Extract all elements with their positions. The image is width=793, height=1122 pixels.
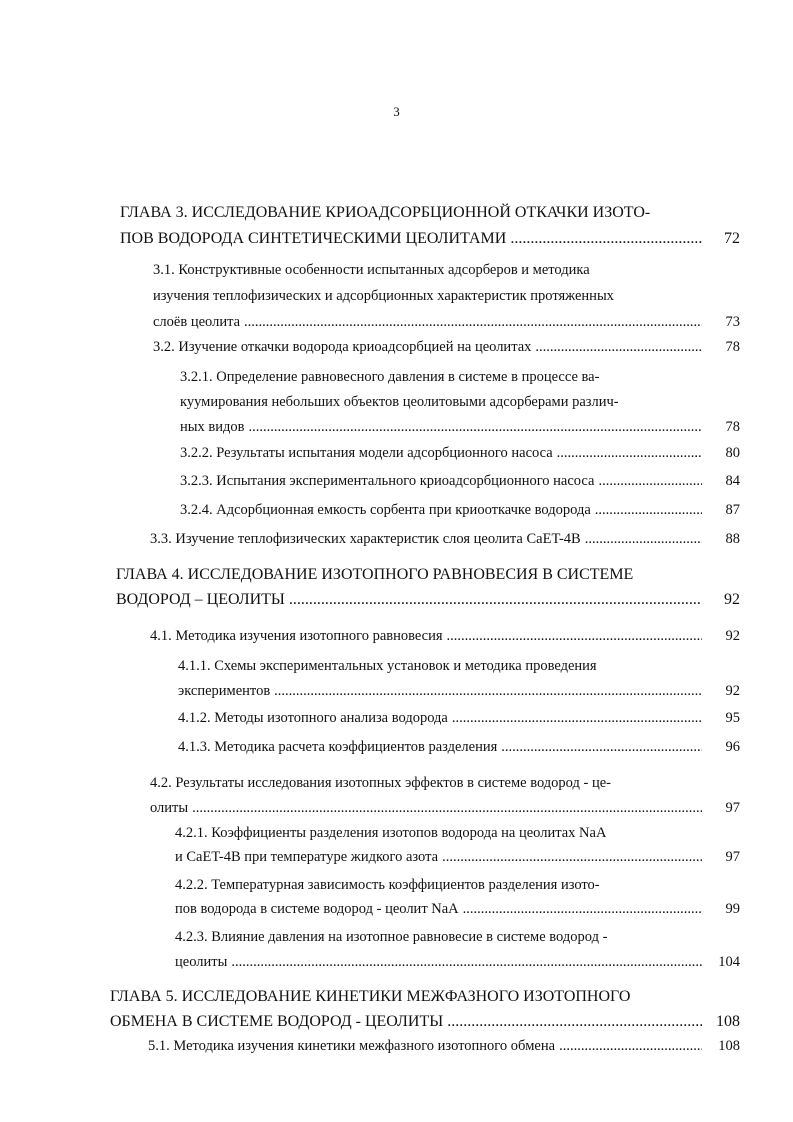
toc-3-2-1-line-2: куумирования небольших объектов цеолитовыми адсорберами различ- — [180, 394, 619, 410]
toc-3-2-title: 3.2. Изучение откачки водорода криоадсорбцией на цеолитах — [153, 339, 532, 355]
toc-3-2-2-title: 3.2.2. Результаты испытания модели адсорбционного насоса — [180, 445, 553, 461]
toc-entry-3-2[interactable] — [153, 336, 740, 358]
leader-dots — [231, 951, 702, 973]
toc-entry-4-1-2[interactable] — [178, 707, 740, 729]
page-ref: 92 — [725, 683, 740, 699]
page-ref: 97 — [725, 849, 740, 865]
page-ref: 72 — [724, 230, 740, 247]
page-ref: 92 — [724, 591, 740, 608]
leader-dots — [598, 470, 702, 492]
page-ref: 104 — [718, 954, 740, 970]
toc-3-2-1-line-3: ных видов — [180, 419, 245, 435]
toc-entry-4-2-2[interactable] — [175, 898, 740, 920]
toc-4-1-title: 4.1. Методика изучения изотопного равновесия — [150, 628, 443, 644]
leader-dots — [585, 528, 702, 550]
leader-dots — [274, 680, 702, 702]
chapter-4-title-line-1: ГЛАВА 4. ИССЛЕДОВАНИЕ ИЗОТОПНОГО РАВНОВЕСИЯ В СИСТЕМЕ — [116, 566, 634, 583]
leader-dots — [452, 707, 702, 729]
page-ref: 108 — [718, 1038, 740, 1054]
leader-dots — [447, 625, 702, 647]
page-ref: 73 — [725, 314, 740, 330]
toc-entry-4-2[interactable] — [150, 797, 740, 819]
toc-entry-3-3[interactable] — [150, 528, 740, 550]
toc-3-2-1-line-1: 3.2.1. Определение равновесного давления в системе в процессе ва- — [180, 369, 600, 385]
toc-entry-5-1[interactable] — [148, 1035, 740, 1057]
toc-4-2-1-line-2: и CaET-4B при температуре жидкого азота — [175, 849, 439, 865]
leader-dots — [447, 1011, 702, 1033]
toc-4-2-2-line-2: пов водорода в системе водород - цеолит NaA — [175, 901, 459, 917]
toc-4-1-3-title: 4.1.3. Методика расчета коэффициентов разделения — [178, 739, 498, 755]
toc-entry-4-2-1[interactable] — [175, 846, 740, 868]
leader-dots — [248, 416, 702, 438]
toc-4-2-3-line-2: цеолиты — [175, 954, 228, 970]
toc-3-1-line-3: слоёв цеолита — [153, 314, 241, 330]
toc-entry-3-2-4[interactable] — [180, 499, 740, 521]
leader-dots — [442, 846, 702, 868]
toc-3-1-line-2: изучения теплофизических и адсорбционных характеристик протяженных — [153, 288, 614, 304]
page-ref: 78 — [725, 419, 740, 435]
toc-4-2-3-line-1: 4.2.3. Влияние давления на изотопное равновесие в системе водород - — [175, 929, 608, 945]
toc-5-1-title: 5.1. Методика изучения кинетики межфазного изотопного обмена — [148, 1038, 556, 1054]
page-ref: 78 — [725, 339, 740, 355]
toc-4-2-2-line-1: 4.2.2. Температурная зависимость коэффициентов разделения изото- — [175, 877, 600, 893]
page-ref: 88 — [725, 531, 740, 547]
toc-3-3-title: 3.3. Изучение теплофизических характеристик слоя цеолита CaET-4B — [150, 531, 581, 547]
leader-dots — [559, 1035, 702, 1057]
toc-4-1-1-line-1: 4.1.1. Схемы экспериментальных установок и методика проведения — [178, 658, 597, 674]
leader-dots — [535, 336, 702, 358]
toc-3-2-4-title: 3.2.4. Адсорбционная емкость сорбента при криооткачке водорода — [180, 502, 591, 518]
page-ref: 92 — [725, 628, 740, 644]
toc-3-1-line-1: 3.1. Конструктивные особенности испытанных адсорберов и методика — [153, 262, 590, 278]
toc-4-2-1-line-1: 4.2.1. Коэффициенты разделения изотопов водорода на цеолитах NaA — [175, 825, 607, 841]
chapter-3-title-line-2: ПОВ ВОДОРОДА СИНТЕТИЧЕСКИМИ ЦЕОЛИТАМИ — [120, 230, 507, 247]
leader-dots — [244, 311, 702, 333]
page-ref: 108 — [716, 1013, 740, 1030]
page-ref: 99 — [725, 901, 740, 917]
toc-4-2-line-2: олиты — [150, 800, 189, 816]
leader-dots — [289, 589, 702, 611]
toc-entry-4-2-3[interactable] — [175, 951, 740, 973]
page-ref: 95 — [725, 710, 740, 726]
chapter-4-title-line-2: ВОДОРОД – ЦЕОЛИТЫ — [116, 591, 285, 608]
chapter-3-title-line-1: ГЛАВА 3. ИССЛЕДОВАНИЕ КРИОАДСОРБЦИОННОЙ ОТКАЧКИ ИЗОТО- — [120, 204, 651, 221]
toc-entry-3-1[interactable] — [153, 311, 740, 333]
chapter-5-title-line-2: ОБМЕНА В СИСТЕМЕ ВОДОРОД - ЦЕОЛИТЫ — [110, 1013, 444, 1030]
toc-4-1-1-line-2: экспериментов — [178, 683, 271, 699]
toc-entry-3-2-1[interactable] — [180, 416, 740, 438]
chapter-5-entry[interactable] — [110, 1011, 740, 1033]
chapter-4-entry[interactable] — [116, 589, 740, 611]
leader-dots — [501, 736, 702, 758]
page-ref: 84 — [725, 473, 740, 489]
leader-dots — [463, 898, 702, 920]
toc-4-1-2-title: 4.1.2. Методы изотопного анализа водорода — [178, 710, 448, 726]
toc-entry-3-2-2[interactable] — [180, 442, 740, 464]
toc-entry-4-1-1[interactable] — [178, 680, 740, 702]
toc-entry-3-2-3[interactable] — [180, 470, 740, 492]
toc-3-2-3-title: 3.2.3. Испытания экспериментального криоадсорбционного насоса — [180, 473, 595, 489]
page-ref: 97 — [725, 800, 740, 816]
toc-entry-4-1[interactable] — [150, 625, 740, 647]
page-ref: 80 — [725, 445, 740, 461]
toc-entry-4-1-3[interactable] — [178, 736, 740, 758]
chapter-5-title-line-1: ГЛАВА 5. ИССЛЕДОВАНИЕ КИНЕТИКИ МЕЖФАЗНОГО ИЗОТОПНОГО — [110, 988, 631, 1005]
page-ref: 96 — [725, 739, 740, 755]
page-number: 3 — [393, 104, 400, 119]
chapter-3-entry[interactable] — [120, 228, 740, 250]
toc-4-2-line-1: 4.2. Результаты исследования изотопных эффектов в системе водород - це- — [150, 775, 611, 791]
page-ref: 87 — [725, 502, 740, 518]
leader-dots — [192, 797, 702, 819]
leader-dots — [595, 499, 702, 521]
leader-dots — [510, 228, 702, 250]
leader-dots — [557, 442, 702, 464]
